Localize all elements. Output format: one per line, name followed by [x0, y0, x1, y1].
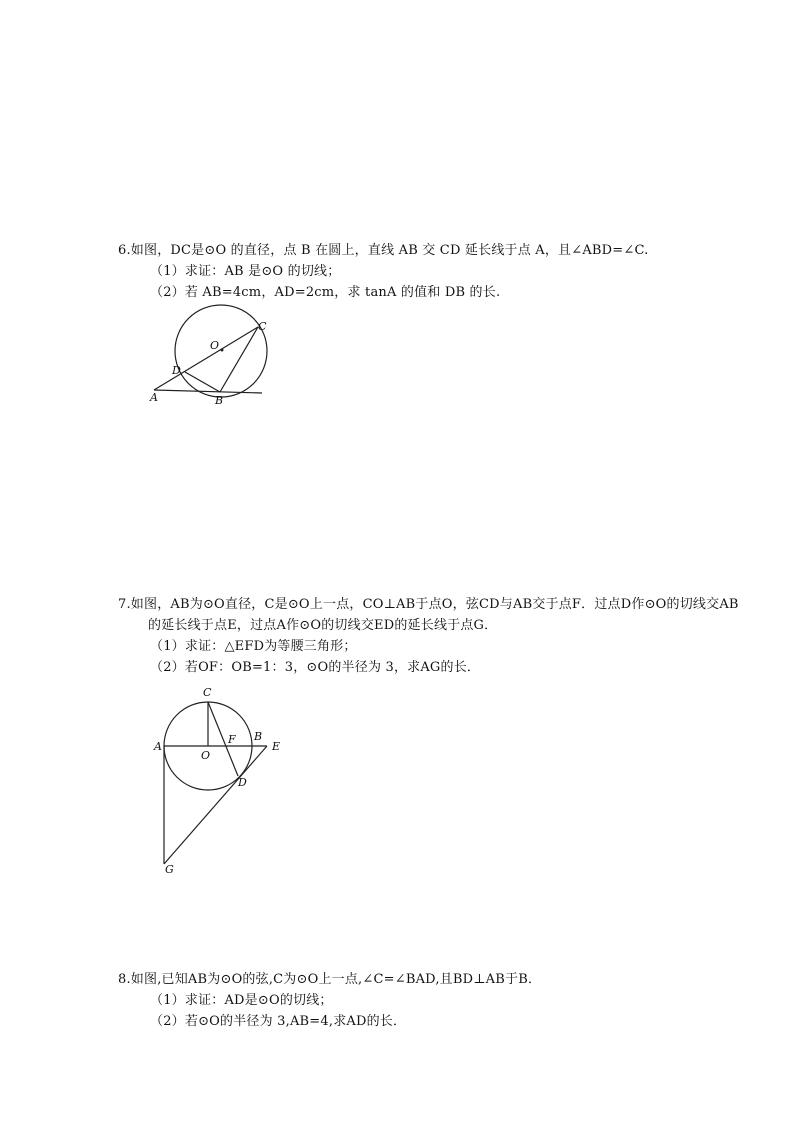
problem-7-figure	[150, 680, 290, 880]
line-ac	[154, 327, 258, 390]
problem-7-stem-line-1: 7.如图，AB为⊙O直径，C是⊙O上一点，CO⊥AB于点O，弦CD与AB交于点F．过点D作⊙O的切线交AB	[118, 597, 739, 612]
label-d: D	[172, 364, 181, 377]
label-c: C	[203, 686, 212, 699]
label-a: A	[150, 391, 158, 404]
problem-8-part-2: （2）若⊙O的半径为 3,AB=4,求AD的长．	[150, 1014, 407, 1029]
line-eg	[164, 746, 267, 864]
problem-7-part-1: （1）求证：△EFD为等腰三角形；	[150, 639, 357, 654]
label-g: G	[165, 863, 174, 876]
problem-7-part-2: （2）若OF：OB=1：3，⊙O的半径为 3，求AG的长．	[150, 660, 481, 675]
label-f: F	[228, 733, 236, 746]
problem-6-stem: 6.如图，DC是⊙O 的直径，点 B 在圆上，直线 AB 交 CD 延长线于点 A，且∠ABD=∠C.	[118, 243, 649, 258]
problem-8-stem: 8.如图,已知AB为⊙O的弦,C为⊙O上一点,∠C=∠BAD,且BD⊥AB于B．	[118, 972, 542, 987]
label-a: A	[154, 740, 162, 753]
label-o: O	[201, 749, 211, 762]
label-d: D	[238, 776, 247, 789]
label-b: B	[254, 730, 263, 743]
line-cb	[220, 327, 258, 392]
problem-6-part-1: （1）求证：AB 是⊙O 的切线；	[150, 264, 341, 279]
label-c: C	[258, 320, 267, 333]
point-o	[221, 349, 224, 352]
label-b: B	[215, 394, 224, 407]
problem-7-stem-line-2: 的延长线于点E，过点A作⊙O的切线交ED的延长线于点G．	[148, 618, 498, 633]
problem-8-part-1: （1）求证：AD是⊙O的切线；	[150, 993, 333, 1008]
line-db	[185, 372, 220, 392]
problem-6-figure	[140, 300, 280, 410]
label-e: E	[272, 740, 281, 753]
problem-6-part-2: （2）若 AB=4cm，AD=2cm，求 tanA 的值和 DB 的长.	[150, 285, 501, 300]
label-o: O	[210, 339, 220, 352]
